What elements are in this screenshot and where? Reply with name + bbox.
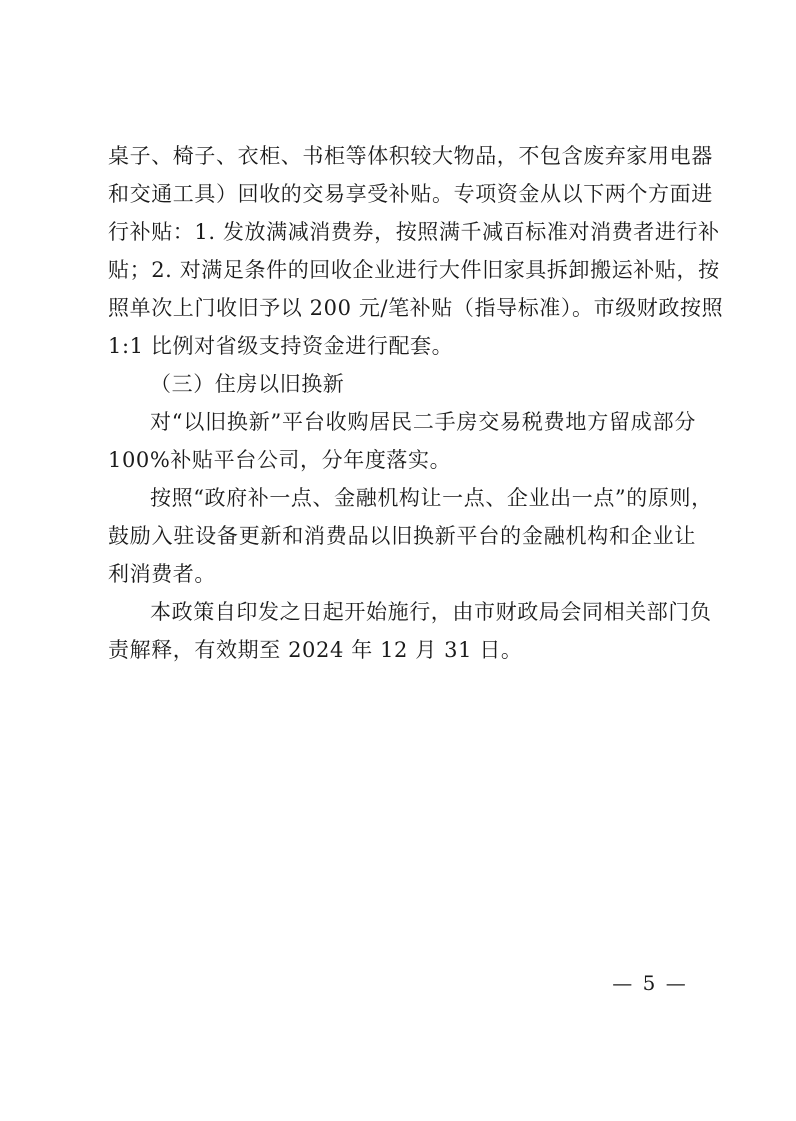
paragraph-line: 桌子、椅子、衣柜、书柜等体积较大物品，不包含废弃家用电器: [108, 144, 713, 168]
paragraph-line: 1:1 比例对省级支持资金进行配套。: [108, 334, 454, 358]
page-number: — 5 —: [612, 971, 688, 995]
paragraph-line: 照单次上门收旧予以 200 元/笔补贴（指导标准）。市级财政按照: [108, 296, 724, 320]
paragraph-line: 100%补贴平台公司，分年度落实。: [108, 448, 452, 472]
paragraph-line: 本政策自印发之日起开始施行，由市财政局会同相关部门负: [150, 600, 712, 624]
paragraph-line: 和交通工具）回收的交易享受补贴。专项资金从以下两个方面进: [108, 182, 713, 206]
section-heading: （三）住房以旧换新: [150, 372, 345, 396]
paragraph-line: 鼓励入驻设备更新和消费品以旧换新平台的金融机构和企业让: [108, 524, 696, 548]
paragraph-line: 利消费者。: [108, 562, 216, 586]
paragraph-line: 责解释，有效期至 2024 年 12 月 31 日。: [108, 638, 523, 662]
paragraph-line: 对“以旧换新”平台收购居民二手房交易税费地方留成部分: [150, 410, 696, 434]
paragraph-line: 贴；2. 对满足条件的回收企业进行大件旧家具拆卸搬运补贴，按: [108, 258, 720, 282]
paragraph-line: 按照“政府补一点、金融机构让一点、企业出一点”的原则，: [150, 486, 713, 510]
paragraph-line: 行补贴：1. 发放满减消费券，按照满千减百标准对消费者进行补: [108, 220, 720, 244]
